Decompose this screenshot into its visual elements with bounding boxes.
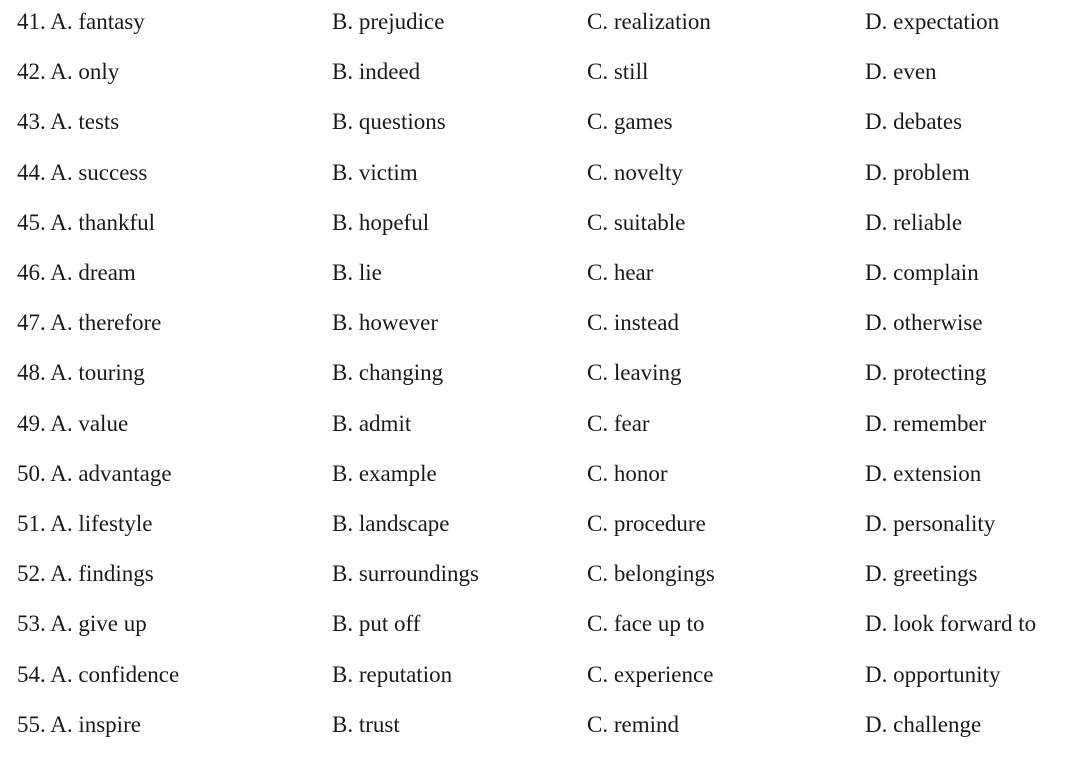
option-a-text: A. inspire bbox=[50, 711, 141, 737]
option-a-text: A. advantage bbox=[50, 460, 172, 486]
option-b: B. questions bbox=[332, 109, 446, 135]
option-a-text: A. lifestyle bbox=[50, 511, 153, 536]
option-a-text: A. fantasy bbox=[50, 9, 145, 34]
option-d: D. personality bbox=[865, 511, 996, 536]
option-a-text: A. findings bbox=[50, 561, 154, 587]
option-a bbox=[17, 151, 147, 201]
question-row-55 bbox=[0, 703, 1080, 753]
question-number: 48. bbox=[17, 360, 46, 386]
option-a bbox=[17, 100, 119, 150]
question-number: 54. bbox=[17, 661, 46, 687]
option-a-text: A. value bbox=[50, 410, 129, 436]
question-number: 45. bbox=[17, 209, 46, 235]
question-row-50 bbox=[0, 452, 1080, 502]
option-d: D. look forward to bbox=[865, 611, 1037, 637]
option-c: C. games bbox=[587, 109, 673, 135]
option-a-text: A. confidence bbox=[50, 661, 180, 687]
question-row-53 bbox=[0, 602, 1080, 652]
option-b: B. victim bbox=[332, 159, 418, 185]
question-row-45 bbox=[0, 201, 1080, 251]
option-a bbox=[17, 251, 136, 301]
option-d: D. remember bbox=[865, 410, 987, 436]
question-row-54 bbox=[0, 653, 1080, 703]
option-b: B. lie bbox=[332, 260, 382, 285]
question-number: 53. bbox=[17, 611, 46, 637]
question-number: 44. bbox=[17, 159, 46, 185]
option-a bbox=[17, 552, 154, 602]
option-a bbox=[17, 653, 179, 703]
option-a bbox=[17, 0, 145, 50]
question-row-41 bbox=[0, 0, 1080, 50]
question-number: 52. bbox=[17, 561, 46, 587]
option-a-text: A. touring bbox=[50, 360, 145, 386]
option-b: B. trust bbox=[332, 711, 400, 737]
question-row-47 bbox=[0, 301, 1080, 351]
option-d: D. greetings bbox=[865, 561, 978, 587]
option-d: D. protecting bbox=[865, 360, 987, 386]
question-number: 49. bbox=[17, 410, 46, 436]
option-c: C. remind bbox=[587, 711, 679, 737]
option-a bbox=[17, 351, 145, 401]
option-a bbox=[17, 602, 147, 652]
question-number: 43. bbox=[17, 109, 46, 135]
question-row-48 bbox=[0, 351, 1080, 401]
question-row-51 bbox=[0, 502, 1080, 552]
option-c: C. face up to bbox=[587, 611, 705, 637]
option-d: D. reliable bbox=[865, 209, 963, 235]
option-a bbox=[17, 452, 172, 502]
option-a-text: A. give up bbox=[50, 611, 147, 637]
option-c: C. procedure bbox=[587, 511, 706, 536]
option-d: D. extension bbox=[865, 460, 982, 486]
option-c: C. novelty bbox=[587, 159, 683, 185]
option-d: D. expectation bbox=[865, 9, 1000, 34]
option-d: D. otherwise bbox=[865, 310, 983, 336]
option-c: C. fear bbox=[587, 410, 650, 436]
option-d: D. opportunity bbox=[865, 661, 1001, 687]
option-b: B. landscape bbox=[332, 511, 450, 536]
option-b: B. changing bbox=[332, 360, 444, 386]
question-number: 46. bbox=[17, 260, 46, 285]
question-number: 41. bbox=[17, 9, 46, 34]
question-number: 42. bbox=[17, 59, 46, 85]
option-c: C. belongings bbox=[587, 561, 715, 587]
question-number: 47. bbox=[17, 310, 46, 336]
option-d: D. challenge bbox=[865, 711, 982, 737]
option-c: C. realization bbox=[587, 9, 711, 34]
option-a bbox=[17, 703, 141, 753]
option-b: B. hopeful bbox=[332, 209, 430, 235]
option-b: B. reputation bbox=[332, 661, 453, 687]
option-a-text: A. therefore bbox=[50, 310, 162, 336]
option-a bbox=[17, 502, 152, 552]
question-row-44 bbox=[0, 151, 1080, 201]
option-c: C. experience bbox=[587, 661, 714, 687]
option-b: B. indeed bbox=[332, 59, 421, 85]
option-b: B. prejudice bbox=[332, 9, 445, 34]
option-b: B. example bbox=[332, 460, 437, 486]
option-c: C. suitable bbox=[587, 209, 686, 235]
question-row-49 bbox=[0, 402, 1080, 452]
option-a bbox=[17, 301, 161, 351]
option-c: C. hear bbox=[587, 260, 654, 285]
option-c: C. leaving bbox=[587, 360, 682, 386]
option-a bbox=[17, 201, 155, 251]
option-c: C. honor bbox=[587, 460, 668, 486]
option-b: B. put off bbox=[332, 611, 421, 637]
option-a-text: A. only bbox=[50, 59, 120, 85]
option-a-text: A. dream bbox=[50, 260, 136, 285]
option-c: C. instead bbox=[587, 310, 679, 336]
option-c: C. still bbox=[587, 59, 649, 85]
question-row-42 bbox=[0, 50, 1080, 100]
option-a-text: A. success bbox=[50, 159, 148, 185]
option-b: B. however bbox=[332, 310, 439, 336]
option-b: B. surroundings bbox=[332, 561, 479, 587]
option-d: D. debates bbox=[865, 109, 963, 135]
question-number: 55. bbox=[17, 711, 46, 737]
option-a bbox=[17, 50, 119, 100]
question-row-52 bbox=[0, 552, 1080, 602]
option-a bbox=[17, 402, 128, 452]
option-a-text: A. thankful bbox=[50, 209, 155, 235]
question-number: 51. bbox=[17, 511, 46, 536]
question-row-46 bbox=[0, 251, 1080, 301]
option-b: B. admit bbox=[332, 410, 412, 436]
option-d: D. even bbox=[865, 59, 937, 85]
question-number: 50. bbox=[17, 460, 46, 486]
question-row-43 bbox=[0, 100, 1080, 150]
option-d: D. complain bbox=[865, 260, 979, 285]
option-d: D. problem bbox=[865, 159, 970, 185]
option-a-text: A. tests bbox=[50, 109, 120, 135]
